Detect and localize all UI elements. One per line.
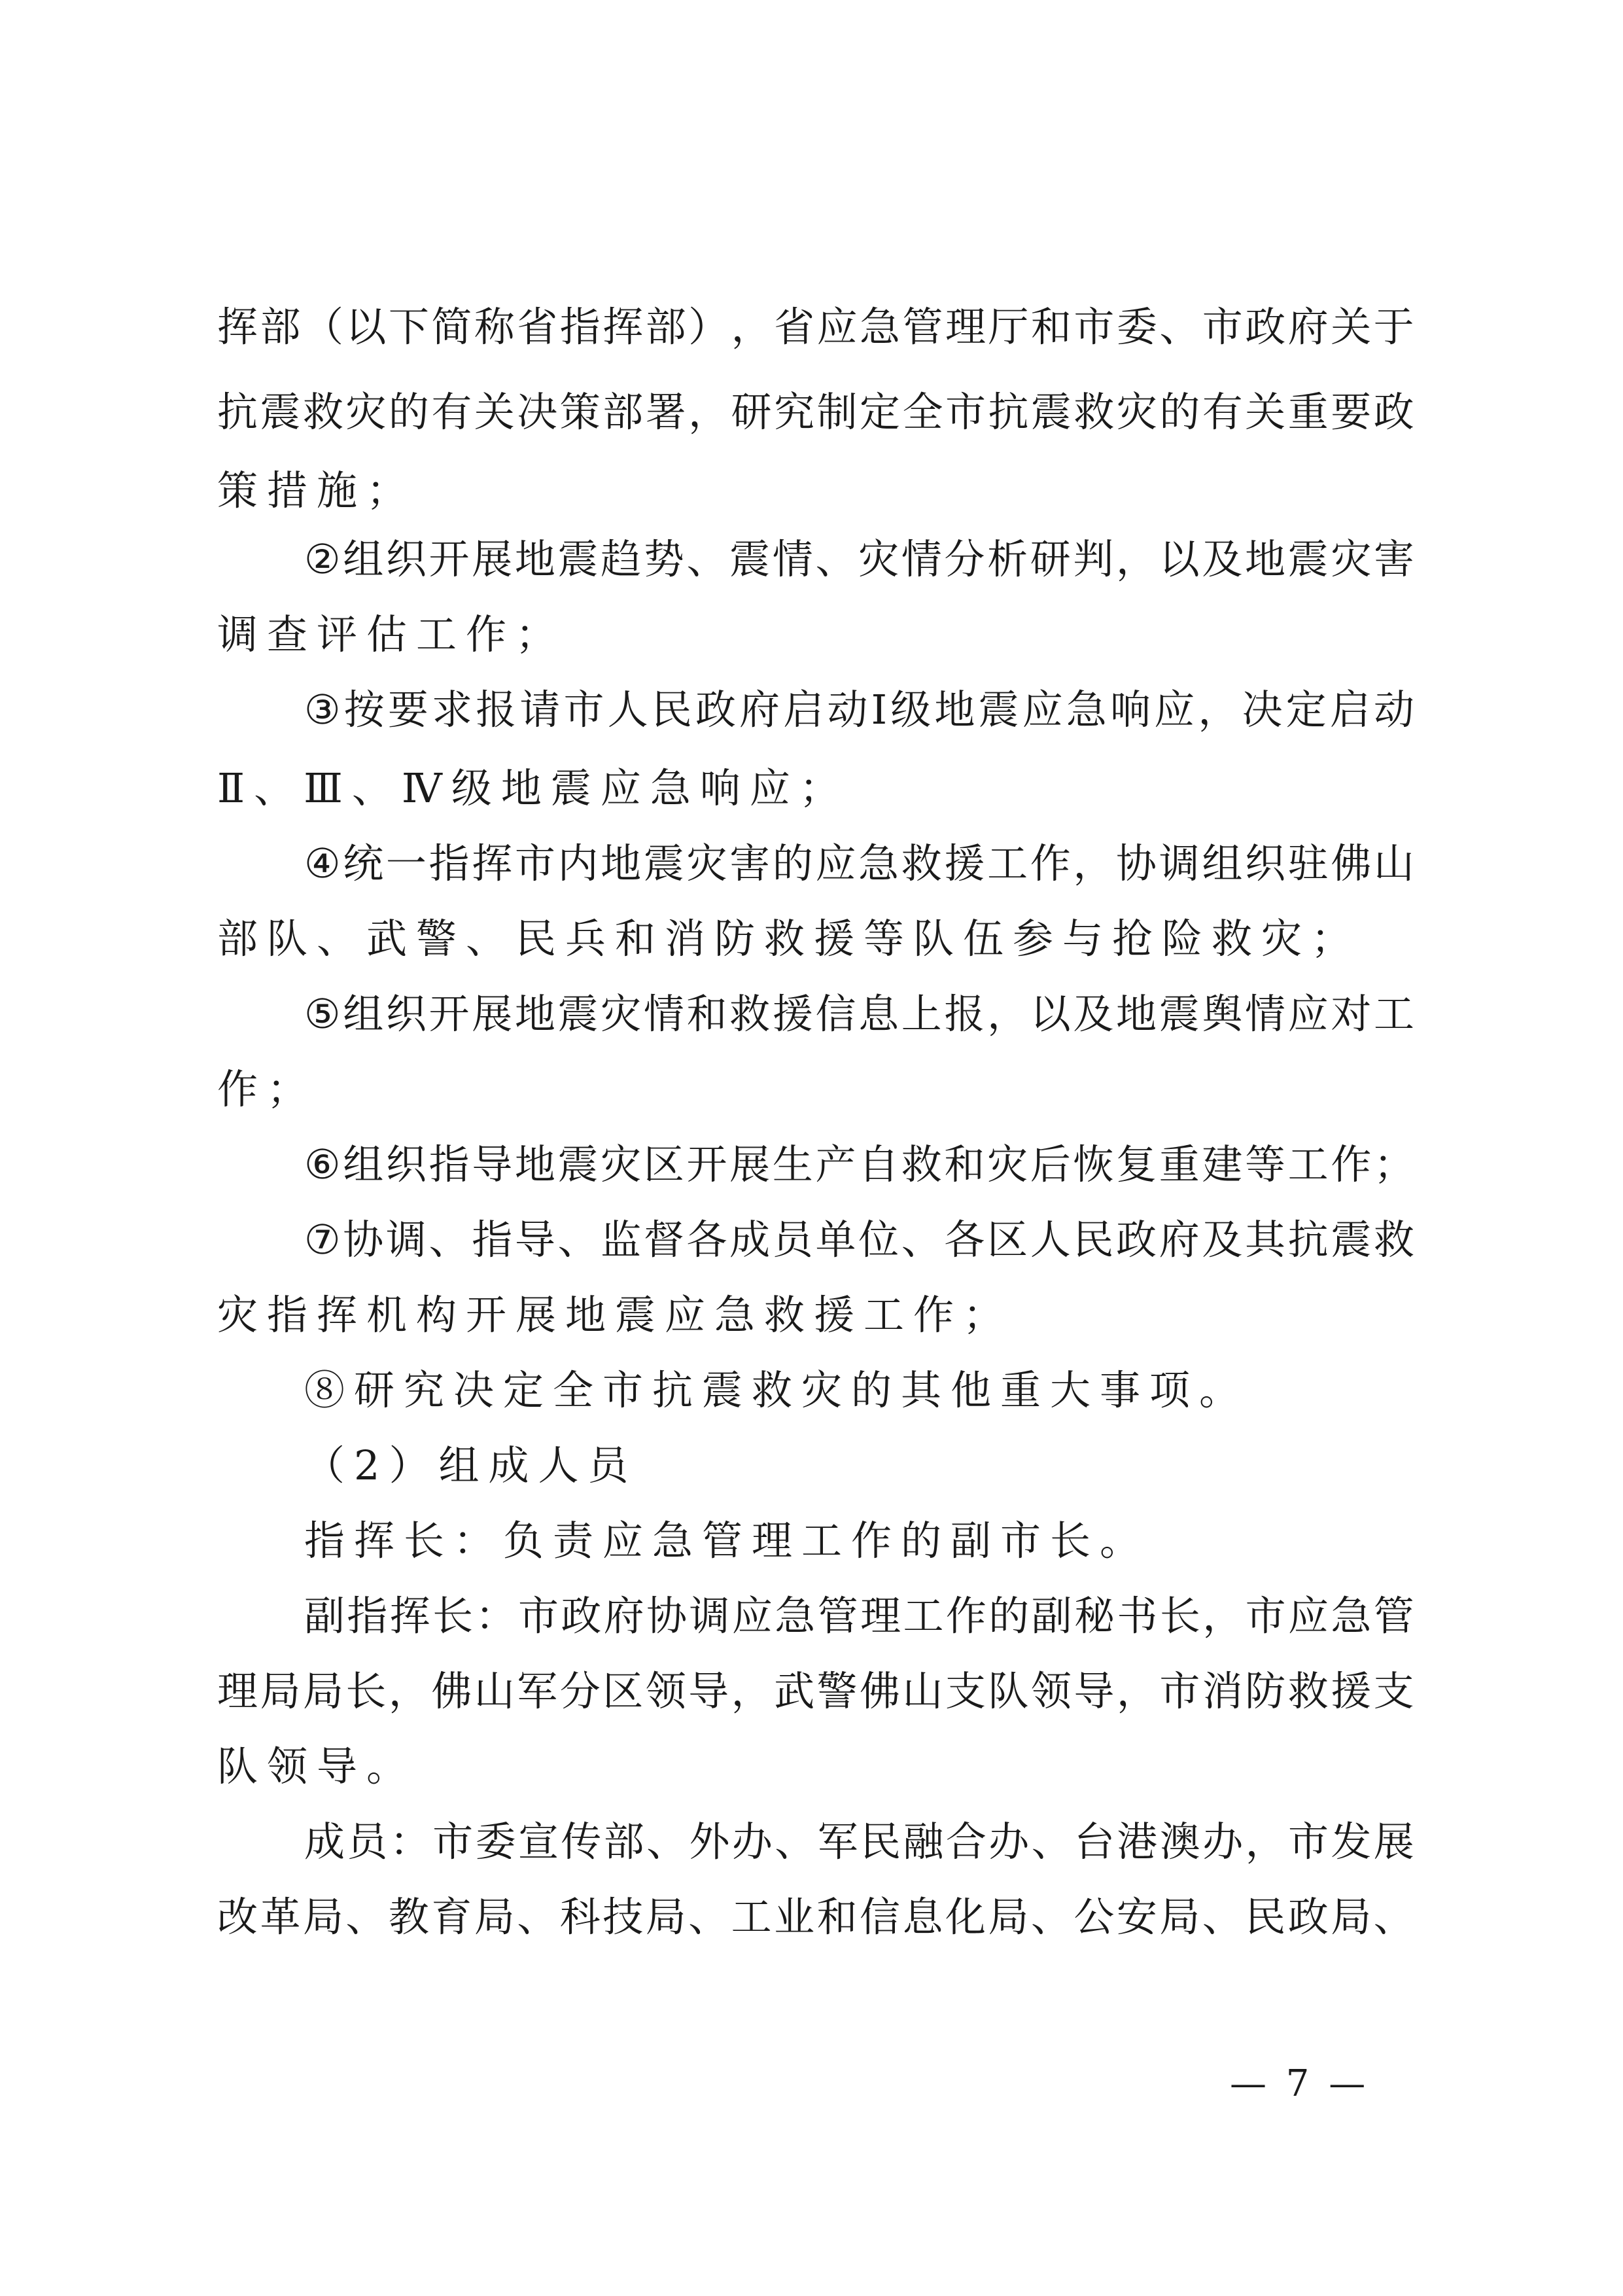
text-line: 抗 震 救 灾 的 有 关 决 策 部 署 ， 研 究 制 定 全 市 抗 震 救 灾 的 有 关 重 要 政 — [217, 388, 1414, 436]
text-line: 改 革 局 、 教 育 局 、 科 技 局 、 工 业 和 信 息 化 局 、 公 安 局 、 民 政 局 、 — [217, 1893, 1414, 1941]
text-line: Ⅱ、Ⅲ、Ⅳ级地震应急响应； — [217, 764, 849, 812]
section-heading: （2）组成人员 — [304, 1441, 638, 1489]
text-line: 理 局 局 长 ， 佛 山 军 分 区 领 导 ， 武 警 佛 山 支 队 领 导 ， 市 消 防 救 援 支 — [217, 1667, 1414, 1715]
text-line: ⑦ 协 调 、 指 导 、 监 督 各 成 员 单 位 、 各 区 人 民 政 府 及 其 抗 震 救 — [304, 1216, 1414, 1263]
text-line: 副 指 挥 长 ： 市 政 府 协 调 应 急 管 理 工 作 的 副 秘 书 长 ， 市 应 急 管 — [304, 1592, 1414, 1640]
text-line: ② 组 织 开 展 地 震 趋 势 、 震 情 、 灾 情 分 析 研 判 ， 以 及 地 震 灾 害 — [304, 535, 1414, 583]
text-line: ⑧研究决定全市抗震救灾的其他重大事项。 — [304, 1366, 1249, 1414]
text-line: ⑥ 组 织 指 导 地 震 灾 区 开 展 生 产 自 救 和 灾 后 恢 复 重 建 等 工 作 ； — [304, 1140, 1414, 1188]
text-line: 灾指挥机构开展地震应急救援工作； — [217, 1291, 1013, 1339]
text-line: 策措施； — [217, 467, 417, 514]
text-line: 指挥长：负责应急管理工作的副市长。 — [304, 1517, 1150, 1564]
text-line: ④ 统 一 指 挥 市 内 地 震 灾 害 的 应 急 救 援 工 作 ， 协 调 组 织 驻 佛 山 — [304, 839, 1414, 887]
text-line: 队领导。 — [217, 1742, 417, 1790]
page-number: — 7 — — [1230, 2062, 1370, 2105]
text-line: 部队、武警、民兵和消防救援等队伍参与抢险救灾； — [217, 915, 1361, 963]
text-line: 挥 部 （ 以 下 简 称 省 指 挥 部 ） ， 省 应 急 管 理 厅 和 市 委 、 市 政 府 关 于 — [217, 303, 1414, 351]
text-line: 作； — [217, 1065, 317, 1113]
text-line: 调查评估工作； — [217, 610, 566, 658]
text-line: ③ 按 要 求 报 请 市 人 民 政 府 启 动 Ⅰ 级 地 震 应 急 响 应 ， 决 定 启 动 — [304, 686, 1414, 733]
text-line: 成 员 ： 市 委 宣 传 部 、 外 办 、 军 民 融 合 办 、 台 港 澳 办 ， 市 发 展 — [304, 1818, 1414, 1865]
text-line: ⑤ 组 织 开 展 地 震 灾 情 和 救 援 信 息 上 报 ， 以 及 地 震 舆 情 应 对 工 — [304, 990, 1414, 1038]
